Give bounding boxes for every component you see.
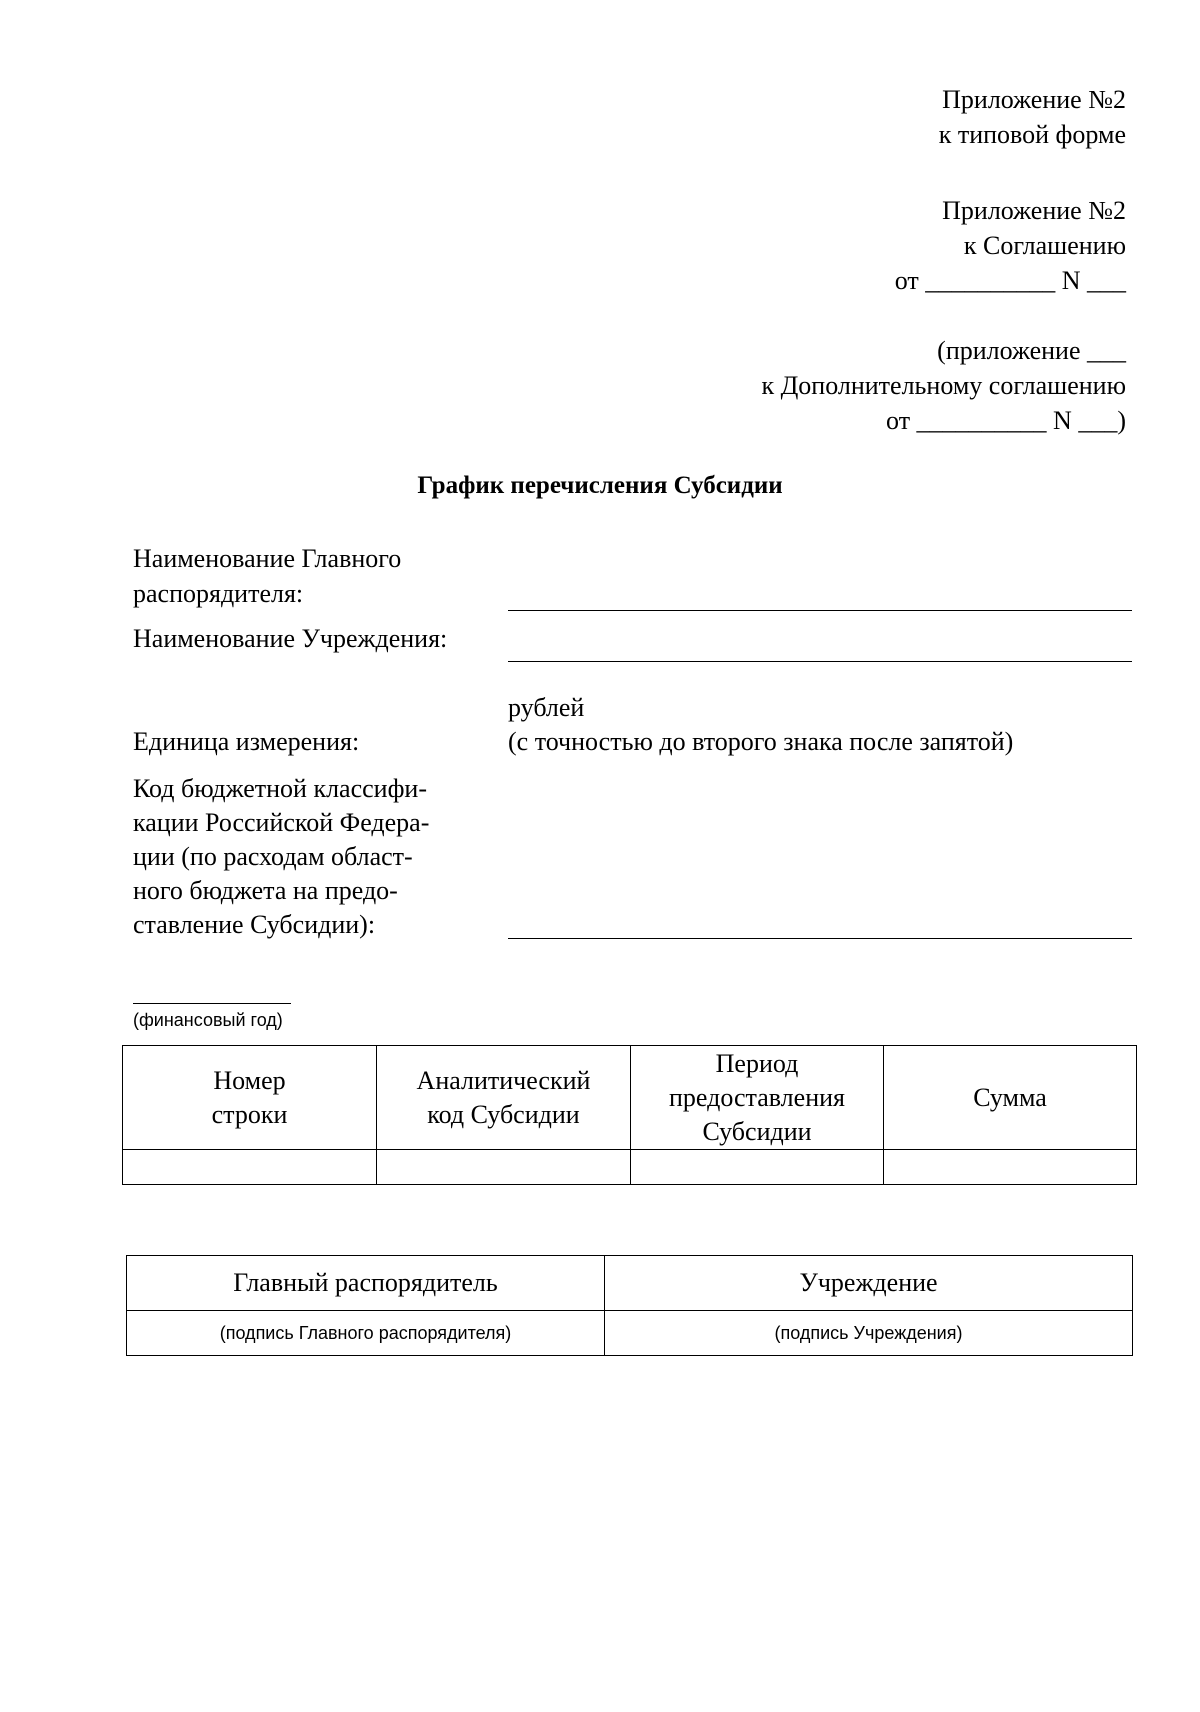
header-row-number-l2: строки xyxy=(211,1099,288,1129)
main-manager-signature: (подпись Главного распорядителя) xyxy=(127,1311,605,1356)
header-amount xyxy=(884,1046,1137,1150)
table-row xyxy=(123,1150,1137,1185)
table-cell xyxy=(377,1150,631,1185)
budget-code-label-line3: ции (по расходам област- xyxy=(133,842,413,871)
header-row-number-l1: Номер xyxy=(213,1065,286,1095)
main-manager-label-line1: Наименование Главного xyxy=(133,544,402,573)
table-header-row xyxy=(123,1046,1137,1150)
budget-code-label-line4: ного бюджета на предо- xyxy=(133,876,398,905)
header-analytic-code xyxy=(377,1046,631,1150)
header-period-l1: Период xyxy=(715,1048,799,1078)
typical-form-label: к типовой форме xyxy=(938,120,1126,149)
header-analytic-code-l2: код Субсидии xyxy=(427,1099,580,1129)
table-cell xyxy=(884,1150,1137,1185)
appendix-typical-label: Приложение №2 xyxy=(942,85,1126,114)
main-manager-fill-line xyxy=(508,610,1132,611)
appendix-agreement-label: Приложение №2 xyxy=(942,196,1126,225)
institution-fill-line xyxy=(508,661,1132,662)
agreement-label: к Соглашению xyxy=(963,231,1126,260)
signatures-sign-row xyxy=(127,1311,1133,1356)
institution-role: Учреждение xyxy=(605,1256,1133,1311)
signatures-table xyxy=(126,1255,1133,1356)
budget-code-label-line1: Код бюджетной классифи- xyxy=(133,774,427,803)
header-row-number xyxy=(123,1046,377,1150)
budget-code-label-line5: ставление Субсидии): xyxy=(133,910,376,939)
institution-signature: (подпись Учреждения) xyxy=(605,1311,1133,1356)
main-manager-role: Главный распорядитель xyxy=(127,1256,605,1311)
header-analytic-code-l1: Аналитический xyxy=(416,1065,591,1095)
additional-agreement-date-number: от __________ N ___) xyxy=(886,406,1126,435)
table-cell xyxy=(631,1150,884,1185)
subsidy-schedule-table xyxy=(122,1045,1137,1185)
main-manager-label-line2: распорядителя: xyxy=(133,579,304,608)
unit-value-precision: (с точностью до второго знака после запятой) xyxy=(508,727,1014,756)
additional-agreement-label: к Дополнительному соглашению xyxy=(761,371,1126,400)
header-period-l2: предоставления xyxy=(669,1082,845,1112)
signatures-roles-row xyxy=(127,1256,1133,1311)
table-cell xyxy=(123,1150,377,1185)
financial-year-caption: (финансовый год) xyxy=(133,1010,283,1030)
agreement-date-number: от __________ N ___ xyxy=(894,266,1126,295)
unit-label: Единица измерения: xyxy=(133,727,360,756)
financial-year-fill-line xyxy=(133,1003,291,1004)
header-amount-l1: Сумма xyxy=(973,1082,1047,1112)
budget-code-label-line2: кации Российской Федера- xyxy=(133,808,430,837)
budget-code-fill-line xyxy=(508,938,1132,939)
institution-label: Наименование Учреждения: xyxy=(133,624,448,653)
header-period xyxy=(631,1046,884,1150)
supplement-label: (приложение ___ xyxy=(937,336,1126,365)
header-period-l3: Субсидии xyxy=(702,1116,812,1146)
document-title: График перечисления Субсидии xyxy=(417,472,783,499)
unit-value-rubles: рублей xyxy=(508,693,585,722)
